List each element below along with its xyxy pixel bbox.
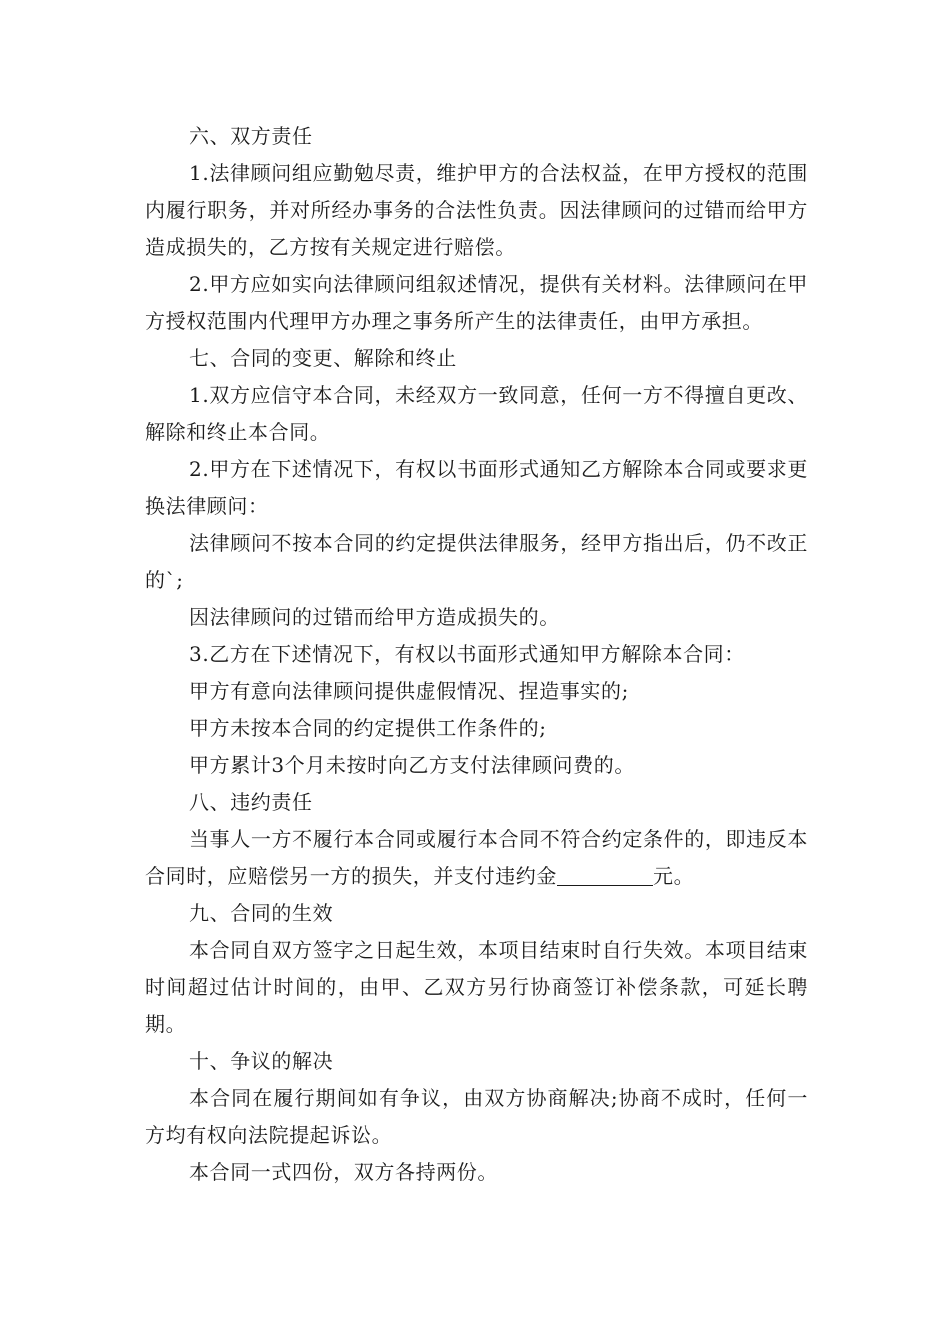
section-heading: 六、双方责任: [189, 124, 313, 148]
paragraph: 甲方累计3个月未按时向乙方支付法律顾问费的。: [189, 753, 635, 777]
paragraph: 本合同一式四份，双方各持两份。: [189, 1160, 498, 1184]
paragraph: 本合同自双方签字之日起生效，本项目结束时自行失效。本项目结束时间超过估计时间的，由甲、乙双方另行协商签订补偿条款，可延长聘期。: [145, 938, 808, 1036]
section-heading: 十、争议的解决: [189, 1049, 334, 1073]
paragraph: 甲方未按本合同的约定提供工作条件的;: [189, 716, 547, 740]
paragraph: 法律顾问不按本合同的约定提供法律服务，经甲方指出后，仍不改正的`;: [145, 531, 808, 592]
paragraph-with-blank: [145, 821, 808, 895]
paragraph: 3.乙方在下述情况下，有权以书面形式通知甲方解除本合同：: [189, 642, 745, 666]
paragraph: 1.双方应信守本合同，未经双方一致同意，任何一方不得擅自更改、解除和终止本合同。: [145, 383, 808, 444]
section-heading: 八、违约责任: [189, 790, 313, 814]
paragraph: 本合同在履行期间如有争议，由双方协商解决;协商不成时，任何一方均有权向法院提起诉讼。: [145, 1086, 808, 1147]
paragraph: 1.法律顾问组应勤勉尽责，维护甲方的合法权益，在甲方授权的范围内履行职务，并对所经办事务的合法性负责。因法律顾问的过错而给甲方造成损失的，乙方按有关规定进行赔偿。: [145, 161, 808, 259]
section-heading: 七、合同的变更、解除和终止: [189, 346, 457, 370]
paragraph: 因法律顾问的过错而给甲方造成损失的。: [189, 605, 560, 629]
paragraph-text: 当事人一方不履行本合同或履行本合同不符合约定条件的，即违反本合同时，应赔偿另一方的损失，并支付违约金: [145, 827, 808, 888]
paragraph: 2.甲方应如实向法律顾问组叙述情况，提供有关材料。法律顾问在甲方授权范围内代理甲方办理之事务所产生的法律责任，由甲方承担。: [145, 272, 808, 333]
fill-in-blank: [557, 865, 653, 886]
paragraph: 2.甲方在下述情况下，有权以书面形式通知乙方解除本合同或要求更换法律顾问：: [145, 457, 808, 518]
paragraph-text: 元。: [653, 864, 695, 888]
paragraph: 甲方有意向法律顾问提供虚假情况、捏造事实的;: [189, 679, 629, 703]
document-body: [145, 118, 808, 1191]
section-heading: 九、合同的生效: [189, 901, 334, 925]
